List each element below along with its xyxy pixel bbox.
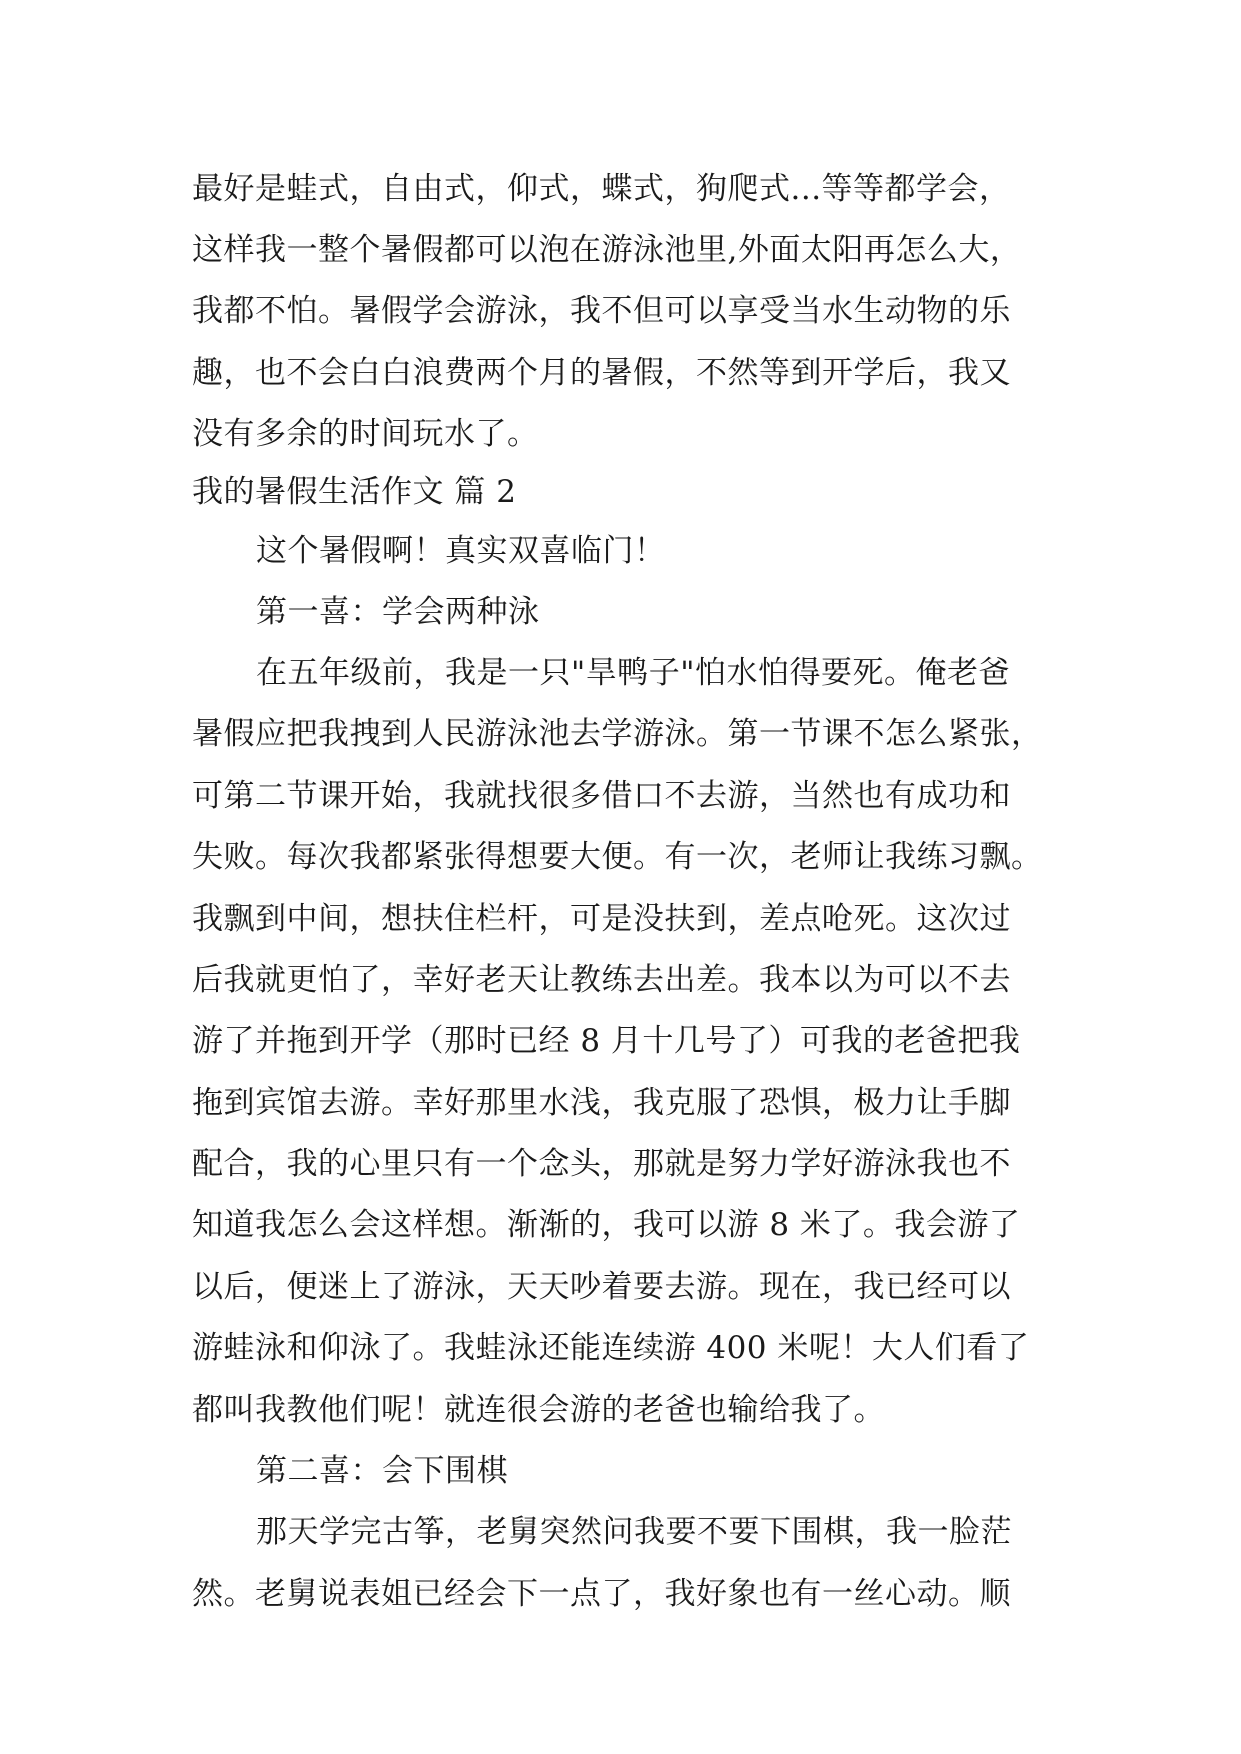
paragraph-first-line: 这个暑假啊！真实双喜临门！ [256,533,666,569]
text-line: 后我就更怕了，幸好老天让教练去出差。我本以为可以不去 [192,962,1011,998]
text-line: 配合，我的心里只有一个念头，那就是努力学好游泳我也不 [192,1146,1011,1182]
paragraph-first-line: 那天学完古筝，老舅突然问我要不要下围棋，我一脸茫 [256,1514,1012,1550]
text-line: 暑假应把我拽到人民游泳池去学游泳。第一节课不怎么紧张， [192,716,1043,752]
text-line: 失败。每次我都紧张得想要大便。有一次，老师让我练习飘。 [192,839,1043,875]
text-line: 我飘到中间，想扶住栏杆，可是没扶到，差点呛死。这次过 [192,901,1011,937]
text-line: 然。老舅说表姐已经会下一点了，我好象也有一丝心动。顺 [192,1576,1011,1612]
text-line: 趣，也不会白白浪费两个月的暑假，不然等到开学后，我又 [192,355,1011,391]
text-line: 拖到宾馆去游。幸好那里水浅，我克服了恐惧，极力让手脚 [192,1085,1011,1121]
text-line: 游了并拖到开学（那时已经 8 月十几号了）可我的老爸把我 [192,1023,1021,1059]
text-line: 可第二节课开始，我就找很多借口不去游，当然也有成功和 [192,778,1011,814]
text-line: 游蛙泳和仰泳了。我蛙泳还能连续游 400 米呢！大人们看了 [192,1330,1030,1366]
text-line: 以后，便迷上了游泳，天天吵着要去游。现在，我已经可以 [192,1269,1011,1305]
section-heading: 我的暑假生活作文 篇 2 [192,474,517,510]
text-line: 最好是蛙式，自由式，仰式，蝶式，狗爬式...等等都学会， [192,171,1011,207]
text-line: 没有多余的时间玩水了。 [192,416,539,452]
paragraph-first-line: 在五年级前，我是一只"旱鸭子"怕水怕得要死。俺老爸 [256,655,1011,691]
text-line: 这样我一整个暑假都可以泡在游泳池里,外面太阳再怎么大， [192,232,1022,268]
text-line: 知道我怎么会这样想。渐渐的，我可以游 8 米了。我会游了 [192,1207,1021,1243]
text-line: 我都不怕。暑假学会游泳，我不但可以享受当水生动物的乐 [192,293,1011,329]
subheading: 第二喜：会下围棋 [256,1453,508,1489]
text-line: 都叫我教他们呢！就连很会游的老爸也输给我了。 [192,1392,885,1428]
subheading: 第一喜：学会两种泳 [256,594,540,630]
